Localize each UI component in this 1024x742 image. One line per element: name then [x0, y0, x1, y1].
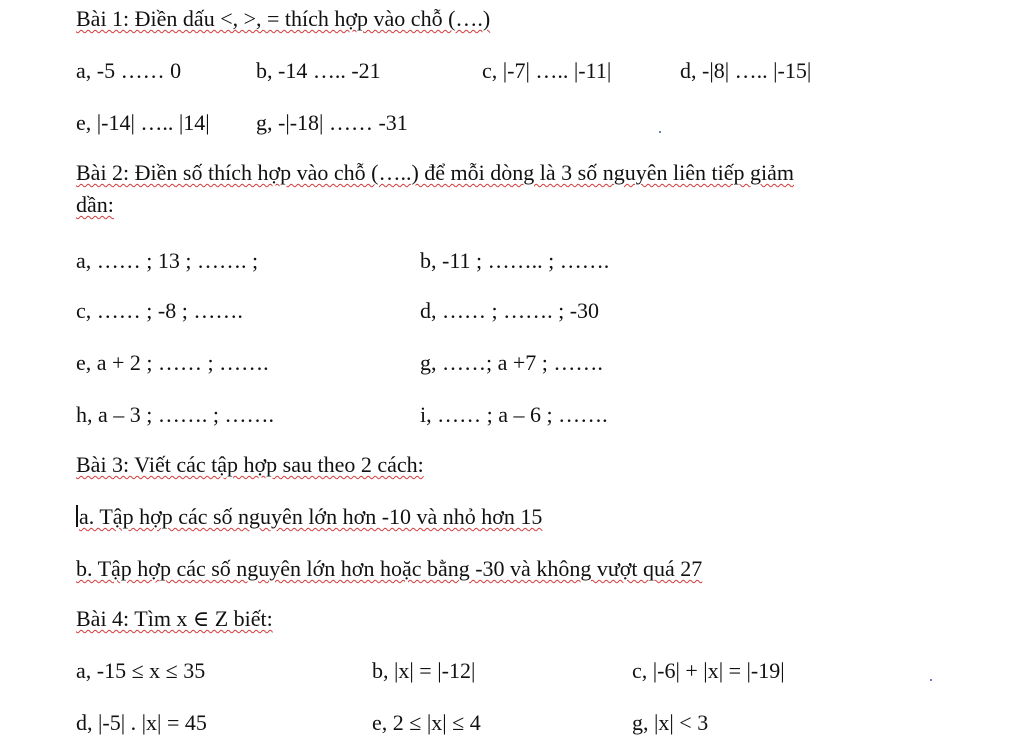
exercise-3-item-b: b. Tập hợp các số nguyên lớn hơn hoặc bằng -30 và không vượt quá 27 — [76, 556, 703, 581]
exercise-4-item-e: e, 2 ≤ |x| ≤ 4 — [372, 710, 481, 735]
exercise-2-item-c: c, …… ; -8 ; ……. — [76, 298, 243, 323]
exercise-2-item-a: a, …… ; 13 ; ……. ; — [76, 248, 259, 273]
exercise-3-item-a: a. Tập hợp các số nguyên lớn hơn -10 và nhỏ hơn 15 — [79, 504, 543, 529]
exercise-2-item-d: d, …… ; ……. ; -30 — [420, 298, 600, 323]
exercise-4-item-g: g, |x| < 3 — [632, 710, 709, 735]
exercise-2-item-i: i, …… ; a – 6 ; ……. — [420, 402, 608, 427]
stray-dot — [659, 131, 661, 133]
exercise-4-item-c: c, |-6| + |x| = |-19| — [632, 658, 785, 683]
text-cursor — [76, 505, 78, 527]
exercise-4-item-b: b, |x| = |-12| — [372, 658, 476, 683]
exercise-2-item-b: b, -11 ; …….. ; ……. — [420, 248, 610, 273]
exercise-4-item-d: d, |-5| . |x| = 45 — [76, 710, 207, 735]
exercise-2-item-h: h, a – 3 ; ……. ; ……. — [76, 402, 274, 427]
exercise-3-title: Bài 3: Viết các tập hợp sau theo 2 cách: — [76, 452, 424, 477]
exercise-2-item-e: e, a + 2 ; …… ; ……. — [76, 350, 269, 375]
exercise-1-title: Bài 1: Điền dấu <, >, = thích hợp vào chỗ (….) — [76, 6, 491, 31]
exercise-1-item-d: d, -|8| ….. |-15| — [680, 58, 812, 83]
exercise-1-item-e: e, |-14| ….. |14| — [76, 110, 210, 135]
exercise-4-item-a: a, -15 ≤ x ≤ 35 — [76, 658, 206, 683]
exercise-2-title-line-1: Bài 2: Điền số thích hợp vào chỗ (…..) để mỗi dòng là 3 số nguyên liên tiếp giảm — [76, 160, 794, 185]
stray-dot — [930, 679, 932, 681]
exercise-1-item-a: a, -5 …… 0 — [76, 58, 182, 83]
exercise-3-item-a-line — [76, 504, 542, 530]
exercise-4-title: Bài 4: Tìm x ∈ Z biết: — [76, 606, 273, 631]
exercise-1-item-g: g, -|-18| …… -31 — [256, 110, 408, 135]
exercise-1-item-b: b, -14 ….. -21 — [256, 58, 381, 83]
exercise-1-item-c: c, |-7| ….. |-11| — [482, 58, 612, 83]
exercise-2-item-g: g, ……; a +7 ; ……. — [420, 350, 603, 375]
exercise-2-title-line-2: dần: — [76, 192, 114, 217]
